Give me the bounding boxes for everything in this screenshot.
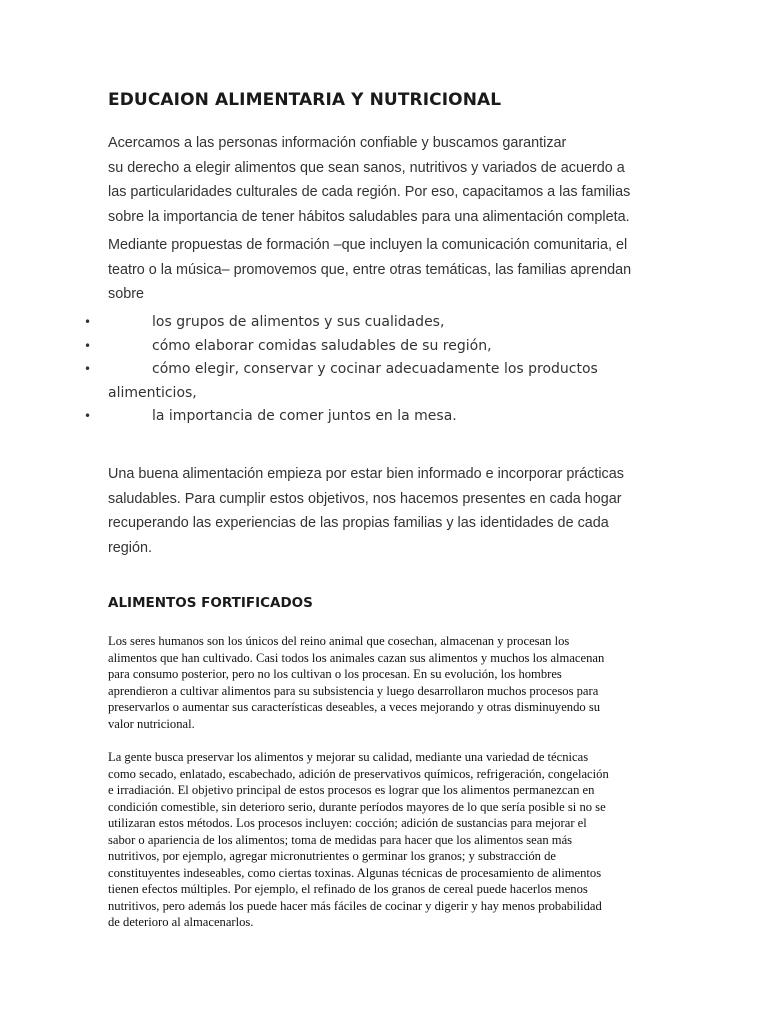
- text-line: región.: [108, 539, 153, 556]
- bullet-icon: •: [84, 338, 92, 353]
- text-line: sobre: [108, 286, 144, 302]
- text-line: utilizaran estos métodos. Los procesos incluyen: cocción; adición de sustancias para mejorar el: [108, 816, 587, 830]
- list-item: [84, 358, 684, 405]
- bullet-icon: •: [84, 362, 92, 376]
- list-item-text-continued: alimenticios,: [108, 384, 197, 401]
- list-item-text: cómo elegir, conservar y cocinar adecuadamente los productos: [152, 361, 598, 377]
- section-title: ALIMENTOS FORTIFICADOS: [108, 595, 313, 611]
- text-line: nutritivos, pero además los puede hacer más fáciles de cocinar y digerir y hay menos probabilidad: [108, 898, 602, 913]
- list-item-text: los grupos de alimentos y sus cualidades,: [152, 314, 445, 330]
- document-title: EDUCAION ALIMENTARIA Y NUTRICIONAL: [108, 90, 502, 110]
- text-line: sabor o apariencia de los alimentos; toma de medidas para hacer que los alimentos sean más: [108, 832, 573, 847]
- bullet-icon: •: [84, 409, 92, 423]
- closing-paragraph: [108, 462, 668, 560]
- text-line: alimentos que han cultivado. Casi todos los animales cazan sus alimentos y muchos los almacenan: [108, 650, 605, 665]
- fortified-paragraph-2: [108, 749, 668, 931]
- text-line: sobre la importancia de tener hábitos saludables para una alimentación completa.: [108, 208, 630, 225]
- text-line: de deterioro al almacenarlos.: [108, 915, 254, 929]
- text-line: Acercamos a las personas información confiable y buscamos garantizar: [108, 135, 567, 151]
- text-line: condición comestible, sin deterioro serio, durante períodos mayores de lo que sería posible si no se: [108, 799, 606, 814]
- training-paragraph: [108, 233, 668, 307]
- text-line: para consumo posterior, pero no los cultivan o los procesan. En su evolución, los hombres: [108, 667, 562, 681]
- fortified-paragraph-1: [108, 633, 668, 732]
- text-line: Una buena alimentación empieza por estar bien informado e incorporar prácticas: [108, 466, 624, 482]
- text-line: nutritivos, por ejemplo, agregar micronutrientes o germinar los granos; y substracción de: [108, 849, 557, 863]
- text-line: tienen efectos múltiples. Por ejemplo, el refinado de los granos de cereal puede hacerlos menos: [108, 882, 588, 896]
- text-line: valor nutricional.: [108, 716, 195, 731]
- list-item: [84, 405, 684, 429]
- text-line: Mediante propuestas de formación –que incluyen la comunicación comunitaria, el: [108, 237, 628, 253]
- text-line: preservarlos o aumentar sus características deseables, a veces mejorando y otras disminuyendo su: [108, 700, 601, 714]
- bullet-icon: •: [84, 315, 92, 329]
- list-item: [84, 335, 684, 359]
- text-line: las particularidades culturales de cada región. Por eso, capacitamos a las familias: [108, 184, 631, 200]
- text-line: recuperando las experiencias de las propias familias y las identidades de cada: [108, 515, 609, 531]
- text-line: La gente busca preservar los alimentos y mejorar su calidad, mediante una variedad de técnicas: [108, 750, 589, 764]
- text-line: Los seres humanos son los únicos del reino animal que cosechan, almacenan y procesan los: [108, 634, 570, 648]
- list-item-text: cómo elaborar comidas saludables de su región,: [152, 337, 492, 354]
- text-line: como secado, enlatado, escabechado, adición de preservativos químicos, refrigeración, congelación: [108, 766, 609, 781]
- text-line: constituyentes indeseables, como ciertas toxinas. Algunas técnicas de procesamiento de alimentos: [108, 865, 602, 880]
- list-item: [84, 311, 684, 335]
- text-line: su derecho a elegir alimentos que sean sanos, nutritivos y variados de acuerdo a: [108, 159, 625, 176]
- list-item-text: la importancia de comer juntos en la mesa.: [152, 408, 457, 424]
- intro-paragraph: [108, 131, 668, 229]
- text-line: aprendieron a cultivar alimentos para su subsistencia y luego desarrollaron muchos procesos para: [108, 683, 599, 698]
- text-line: e irradiación. El objetivo principal de estos procesos es lograr que los alimentos permanezcan en: [108, 783, 595, 797]
- text-line: teatro o la música– promovemos que, entre otras temáticas, las familias aprendan: [108, 261, 632, 278]
- topics-list: [84, 311, 684, 429]
- text-line: saludables. Para cumplir estos objetivos, nos hacemos presentes en cada hogar: [108, 490, 622, 507]
